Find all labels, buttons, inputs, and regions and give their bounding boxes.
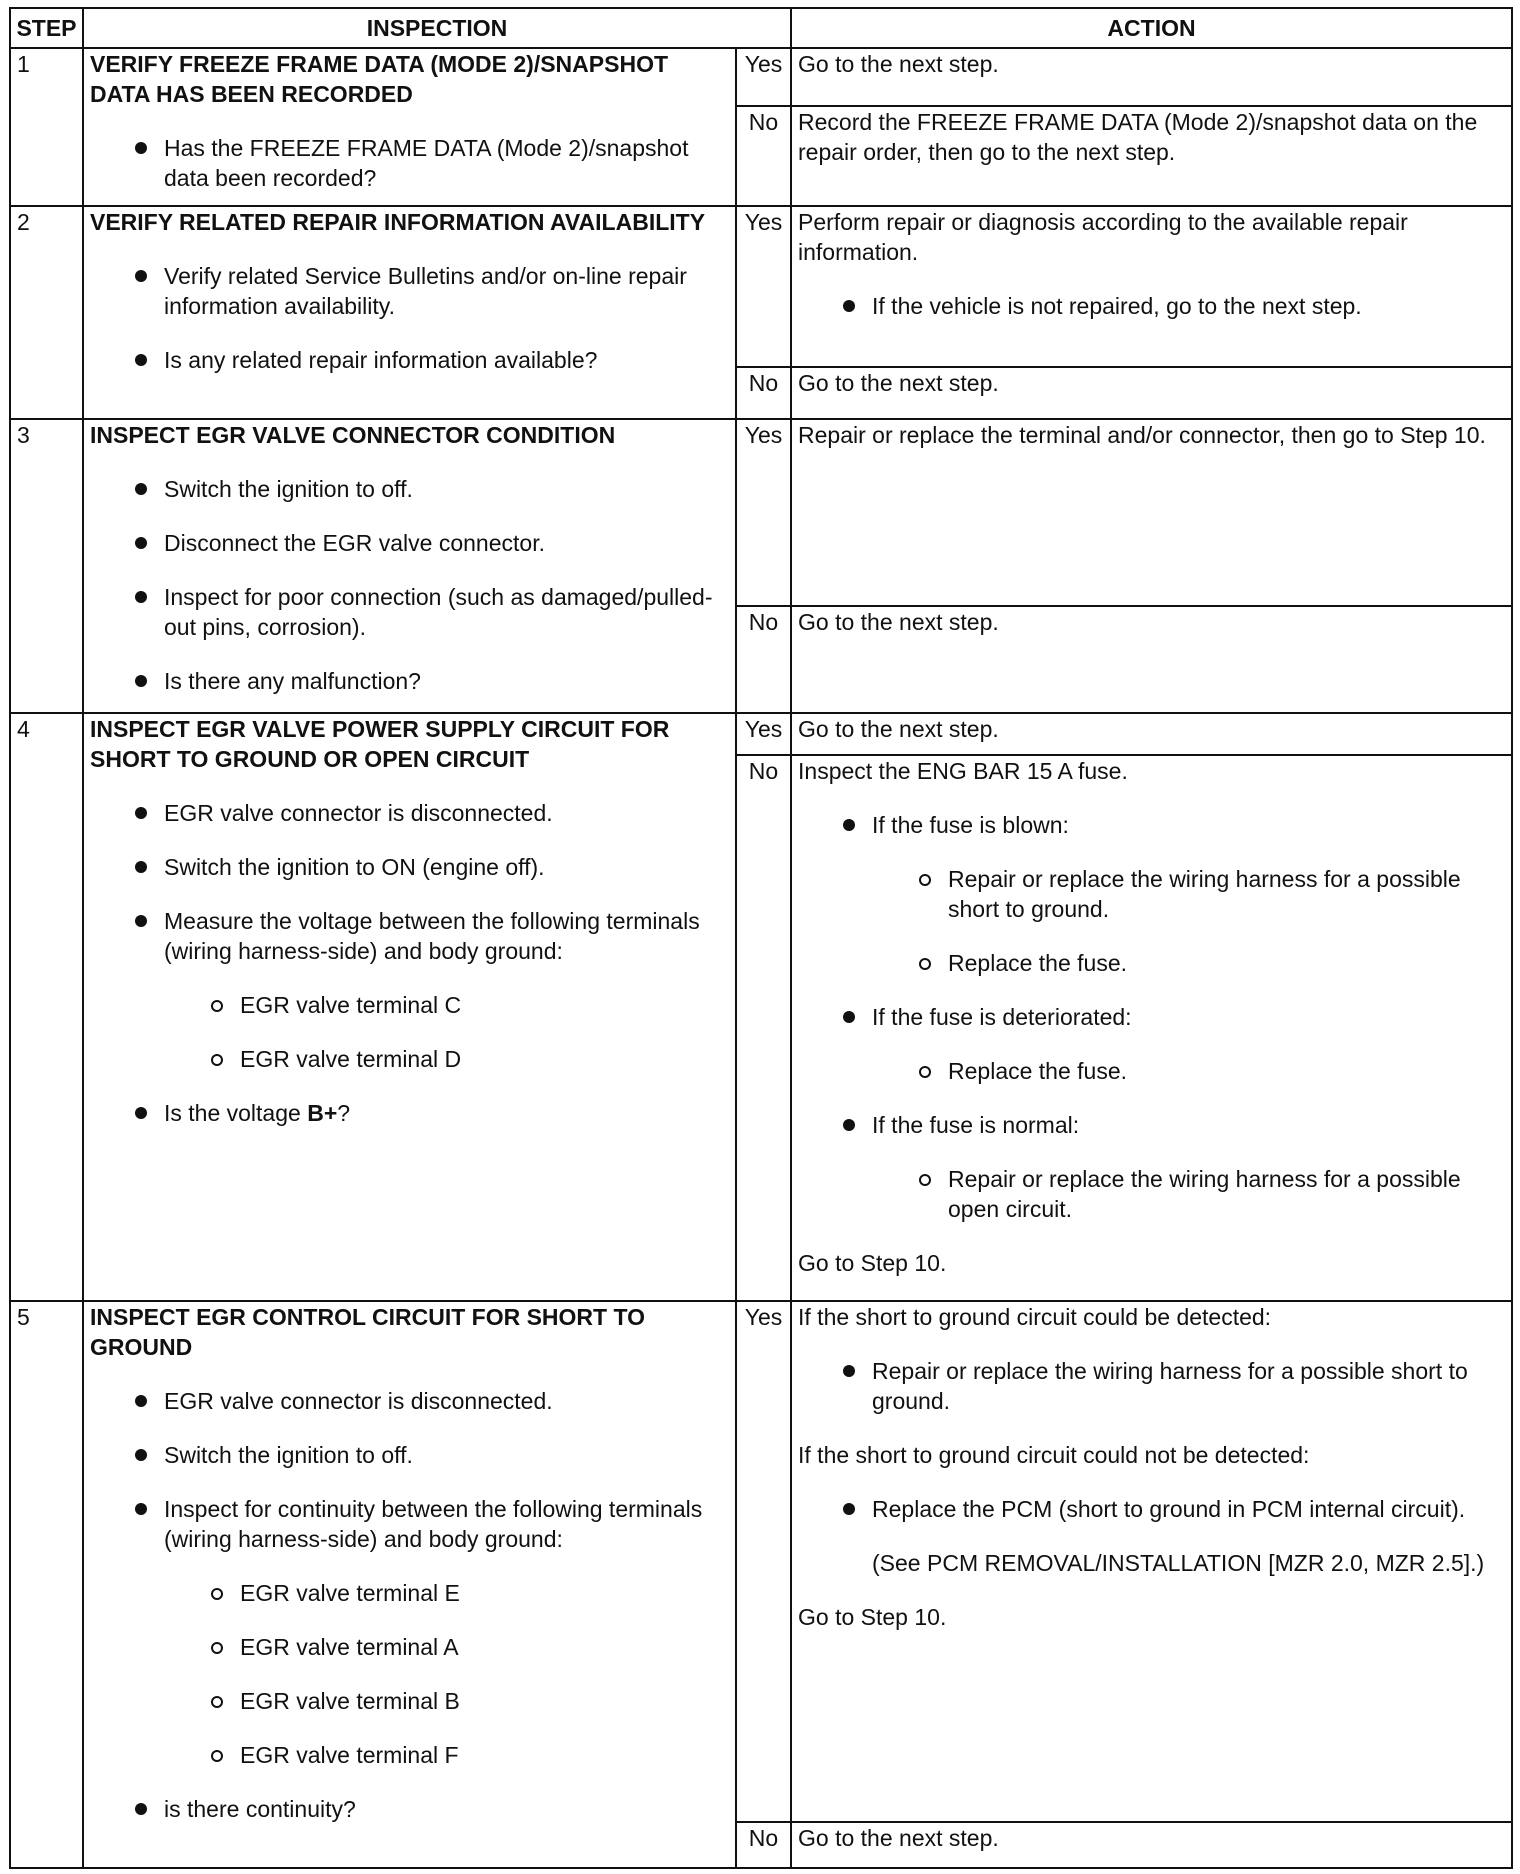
inspection-bullets — [90, 798, 729, 1128]
step-title: INSPECT EGR CONTROL CIRCUIT FOR SHORT TO GROUND — [90, 1304, 645, 1360]
answer-yes: Yes — [736, 1301, 791, 1822]
step-number: 2 — [10, 206, 83, 419]
inspection-bullet: Verify related Service Bulletins and/or on-line repair information availability. — [90, 261, 729, 321]
action-yes: Go to the next step. — [791, 713, 1512, 755]
answer-no: No — [736, 367, 791, 419]
action-bullets — [798, 1356, 1505, 1416]
inspection-bullet: Disconnect the EGR valve connector. — [90, 528, 729, 558]
answer-no: No — [736, 106, 791, 206]
header-step: STEP — [10, 8, 83, 48]
header-inspection: INSPECTION — [83, 8, 791, 48]
action-bullets — [798, 291, 1505, 321]
inspection-bullet: EGR valve connector is disconnected. — [90, 1386, 729, 1416]
action-bullet: Repair or replace the wiring harness for a possible short to ground. — [798, 1356, 1505, 1416]
action-text: Perform repair or diagnosis according to the available repair information. — [798, 209, 1408, 265]
action-sub-bullet: Repair or replace the wiring harness for a possible short to ground. — [798, 864, 1505, 924]
inspection-bullets — [90, 133, 729, 193]
action-bullet: If the fuse is normal: — [798, 1110, 1505, 1140]
action-yes: Repair or replace the terminal and/or connector, then go to Step 10. — [791, 419, 1512, 606]
table-row — [10, 419, 1512, 606]
action-end: Go to Step 10. — [798, 1604, 947, 1630]
question-prefix: Is the voltage — [164, 1100, 308, 1126]
action-no: Go to the next step. — [791, 606, 1512, 713]
header-action: ACTION — [791, 8, 1512, 48]
action-bullet: Replace the PCM (short to ground in PCM internal circuit). — [798, 1494, 1505, 1524]
table-row — [10, 713, 1512, 755]
action-sub-bullet: Replace the fuse. — [798, 948, 1505, 978]
inspection-question: is there continuity? — [90, 1794, 729, 1824]
inspection-sub-bullet: EGR valve terminal B — [90, 1686, 729, 1716]
action-no: Go to the next step. — [791, 367, 1512, 419]
step-title: INSPECT EGR VALVE POWER SUPPLY CIRCUIT FOR SHORT TO GROUND OR OPEN CIRCUIT — [90, 716, 670, 772]
inspection-cell — [83, 713, 736, 1301]
inspection-sub-bullet: EGR valve terminal C — [90, 990, 729, 1020]
action-sub-bullet: Replace the fuse. — [798, 1056, 1505, 1086]
step-title: VERIFY RELATED REPAIR INFORMATION AVAILABILITY — [90, 209, 706, 235]
inspection-bullet: Switch the ignition to off. — [90, 1440, 729, 1470]
step-number: 5 — [10, 1301, 83, 1868]
step-number: 1 — [10, 48, 83, 206]
inspection-bullet: Has the FREEZE FRAME DATA (Mode 2)/snapshot data been recorded? — [90, 133, 729, 193]
inspection-bullet: Is any related repair information available? — [90, 345, 729, 375]
action-yes — [791, 1301, 1512, 1822]
answer-no: No — [736, 755, 791, 1301]
answer-no: No — [736, 606, 791, 713]
action-bullet: If the fuse is deteriorated: — [798, 1002, 1505, 1032]
inspection-sub-bullet: EGR valve terminal F — [90, 1740, 729, 1770]
step-title: VERIFY FREEZE FRAME DATA (MODE 2)/SNAPSHOT DATA HAS BEEN RECORDED — [90, 51, 669, 107]
inspection-bullet: Is there any malfunction? — [90, 666, 729, 696]
action-sub-bullet: Repair or replace the wiring harness for a possible open circuit. — [798, 1164, 1505, 1224]
inspection-cell — [83, 206, 736, 419]
question-bold: B+ — [307, 1100, 338, 1126]
action-bullet: If the vehicle is not repaired, go to the next step. — [798, 291, 1505, 321]
inspection-bullets — [90, 474, 729, 696]
inspection-bullet: Switch the ignition to off. — [90, 474, 729, 504]
step-title: INSPECT EGR VALVE CONNECTOR CONDITION — [90, 422, 616, 448]
action-reference: (See PCM REMOVAL/INSTALLATION [MZR 2.0, MZR 2.5].) — [872, 1550, 1485, 1576]
step-number: 4 — [10, 713, 83, 1301]
inspection-bullet: EGR valve connector is disconnected. — [90, 798, 729, 828]
diagnostic-procedure-table — [9, 7, 1513, 1869]
answer-yes: Yes — [736, 48, 791, 106]
inspection-bullet: Measure the voltage between the following terminals (wiring harness-side) and body ground: — [90, 906, 729, 966]
inspection-sub-bullet: EGR valve terminal E — [90, 1578, 729, 1608]
table-row — [10, 1301, 1512, 1822]
action-yes — [791, 206, 1512, 367]
action-no: Go to the next step. — [791, 1822, 1512, 1868]
answer-no: No — [736, 1822, 791, 1868]
inspection-bullet: Switch the ignition to ON (engine off). — [90, 852, 729, 882]
inspection-bullet: Inspect for continuity between the following terminals (wiring harness-side) and body ground: — [90, 1494, 729, 1554]
inspection-cell — [83, 1301, 736, 1868]
action-bullet: If the fuse is blown: — [798, 810, 1505, 840]
inspection-cell — [83, 48, 736, 206]
action-bullets — [798, 1494, 1505, 1524]
action-text: If the short to ground circuit could not be detected: — [798, 1442, 1310, 1468]
action-no: Record the FREEZE FRAME DATA (Mode 2)/snapshot data on the repair order, then go to the next step. — [791, 106, 1512, 206]
question-suffix: ? — [337, 1100, 351, 1126]
inspection-question — [90, 1098, 729, 1128]
header-row — [10, 8, 1512, 48]
answer-yes: Yes — [736, 419, 791, 606]
table-row — [10, 48, 1512, 106]
inspection-bullets — [90, 1386, 729, 1824]
table-row — [10, 206, 1512, 367]
answer-yes: Yes — [736, 206, 791, 367]
answer-yes: Yes — [736, 713, 791, 755]
action-end: Go to Step 10. — [798, 1250, 947, 1276]
action-yes: Go to the next step. — [791, 48, 1512, 106]
action-no — [791, 755, 1512, 1301]
inspection-bullet: Inspect for poor connection (such as damaged/pulled-out pins, corrosion). — [90, 582, 729, 642]
action-text: Inspect the ENG BAR 15 A fuse. — [798, 758, 1128, 784]
inspection-bullets — [90, 261, 729, 375]
inspection-sub-bullet: EGR valve terminal D — [90, 1044, 729, 1074]
action-bullets — [798, 810, 1505, 1224]
inspection-cell — [83, 419, 736, 713]
step-number: 3 — [10, 419, 83, 713]
action-text: If the short to ground circuit could be detected: — [798, 1304, 1272, 1330]
inspection-sub-bullet: EGR valve terminal A — [90, 1632, 729, 1662]
